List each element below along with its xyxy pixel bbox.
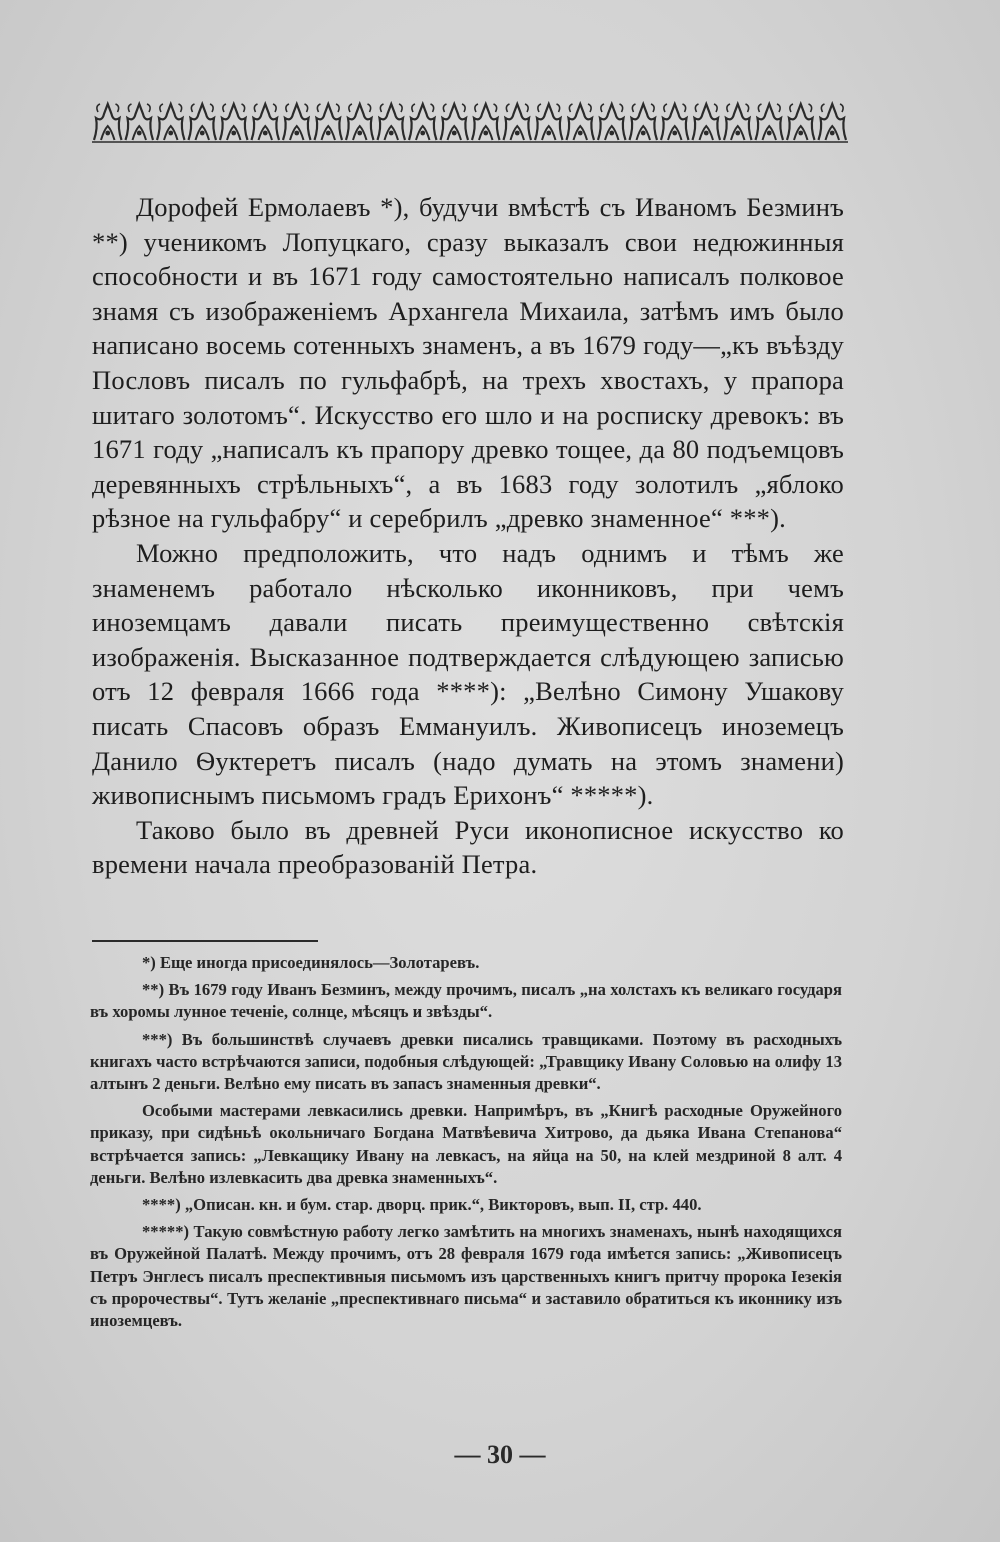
footnote: *) Еще иногда присоединялось—Золотаревъ.	[142, 953, 480, 972]
paragraph: Можно предположить, что надъ однимъ и тѣмъ же знаменемъ работало нѣсколько иконниковъ, при чемъ иноземцамъ давали писать преимущественно свѣтскія изображенія. Высказанное подтверждается слѣдующею записью отъ 12 февраля 1666 года ****): „Велѣно Симону Ушакову писать Спасовъ образъ Еммануилъ. Живописецъ иноземецъ Данило Ѳуктеретъ писалъ (надо думать на этомъ знамени) живописнымъ письмомъ градъ Ерихонъ“ *****).	[92, 537, 844, 811]
footnote: *****) Такую совмѣстную работу легко замѣтить на многихъ знаменахъ, нынѣ находящихся въ Оружейной Палатѣ. Между прочимъ, отъ 28 февраля 1679 года имѣется запись: „Живописецъ Петръ Энглесъ писалъ преспективныя письмомъ изъ царственныхъ книгъ притчу пророка Іезекія съ пророчествы“. Тутъ желаніе „преспективнаго письма“ и заставило обратиться къ иконнику изъ иноземцевъ.	[90, 1222, 842, 1331]
footnote: ****) „Описан. кн. и бум. стар. дворц. прик.“, Викторовъ, вып. II, стр. 440.	[142, 1195, 702, 1215]
page-number: — 30 —	[454, 1440, 546, 1469]
footnote-divider	[92, 940, 318, 942]
paragraph: Дорофей Ермолаевъ *), будучи вмѣстѣ съ Иваномъ Безминъ **) ученикомъ Лопуцкаго, сразу выказалъ свои недюжинныя способности и въ 1671 году самостоятельно написалъ полковое знамя съ изображеніемъ Архангела Михаила, затѣмъ имъ было написано восемь сотенныхъ знаменъ, а въ 1679 году—„къ въѣзду Пословъ писалъ по гульфабрѣ, на трехъ хвостахъ, у прапора шитаго золотомъ“. Искусство его шло и на роспиcку древокъ: въ 1671 году „написалъ къ прапору древко тощее, да 80 подъемцовъ деревянныхъ стрѣльныхъ“, а въ 1683 году золотилъ „яблоко рѣзное на гульфабру“ и серебрилъ „древко знаменное“ ***).	[92, 192, 844, 534]
footnotes	[90, 952, 842, 1337]
paragraph: Таково было въ древней Руси иконописное искусство ко времени начала преобразованій Петра.	[92, 814, 844, 880]
footnote: ***) Въ большинствѣ случаевъ древки писались травщиками. Поэтому въ расходныхъ книгахъ часто встрѣчаются записи, подобныя слѣдующей: „Травщику Ивану Соловью на олифу 13 алтынъ 2 деньги. Велѣно ему писать въ запасъ знаменныя древки“.	[90, 1029, 842, 1094]
decorative-border-icon	[92, 100, 848, 146]
main-text	[92, 190, 844, 882]
footnote: **) Въ 1679 году Иванъ Безминъ, между прочимъ, писалъ „на холстахъ къ великаго государя въ хоромы лунное теченіе, солнце, мѣсяцъ и звѣзды“.	[90, 980, 842, 1022]
footnote: Особыми мастерами левкасились древки. Напримѣръ, въ „Книгѣ расходные Оружейного приказу, при сидѣньѣ окольничаго Богдана Матвѣевича Хитрово, да дьяка Ивана Степанова“ встрѣчается запись: „Левкащику Ивану на левкасъ, на яйца на 50, на клей мездриной 8 алт. 4 деньги. Велѣно излевкасить два древка знаменныхъ“.	[90, 1101, 842, 1187]
